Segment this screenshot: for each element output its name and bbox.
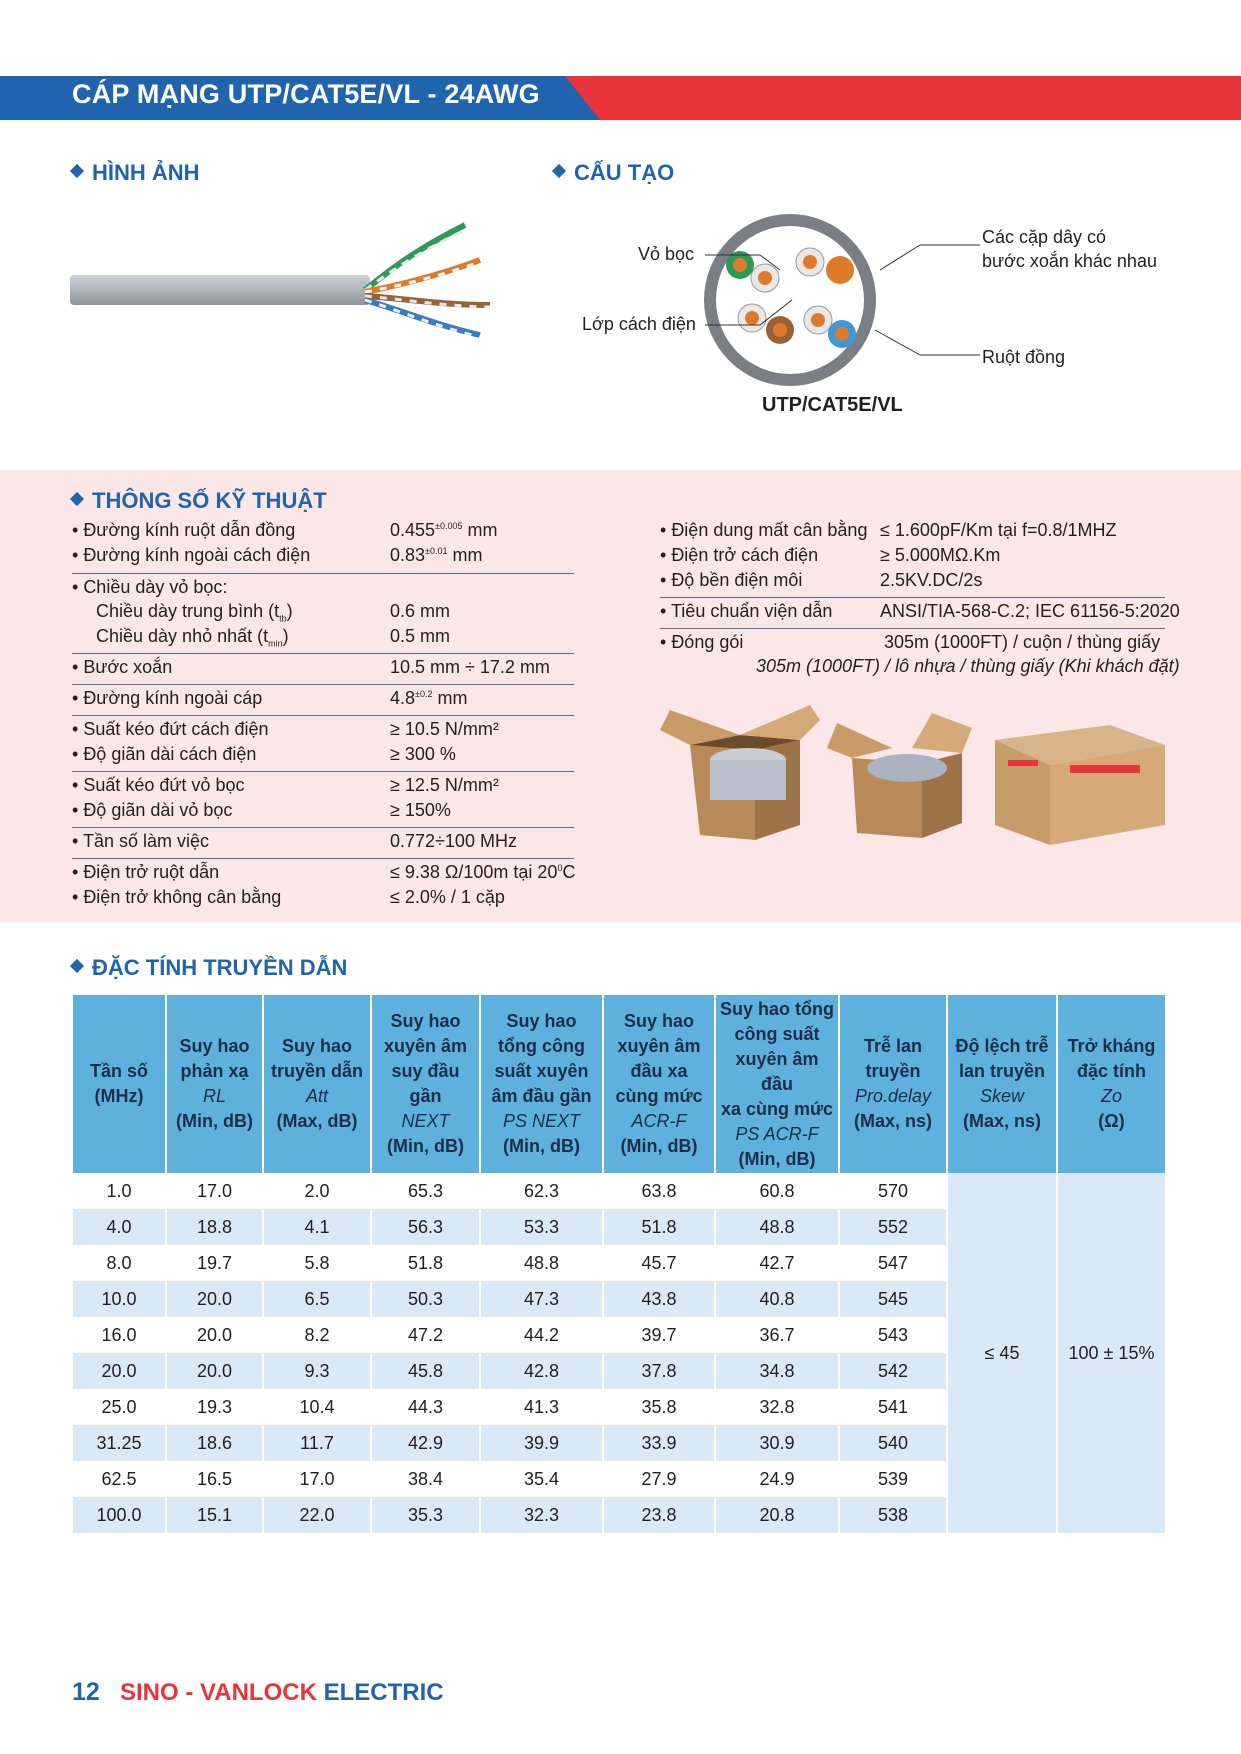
spec-label: Độ giãn dài vỏ bọc [83, 800, 233, 820]
header-line: đặc tính [1076, 1061, 1146, 1081]
brand-electric: ELECTRIC [316, 1679, 444, 1706]
spec-label: Chiều dày nhỏ nhất (t [96, 626, 269, 646]
brand-sino: SINO [120, 1679, 179, 1706]
header-line: (Max, ns) [962, 1111, 1041, 1131]
spec-label: Điện dung mất cân bằng [671, 520, 868, 540]
spec-label: Đường kính ruột dẫn đồng [83, 520, 296, 540]
header-line: Trễ lan [863, 1036, 923, 1056]
spec-value: 4.8 [390, 688, 416, 708]
spec-label: Suất kéo đứt vỏ bọc [83, 775, 245, 795]
header-line: (Max, dB) [276, 1111, 358, 1131]
table-cell: 6.5 [263, 1281, 371, 1317]
unit: mm [437, 688, 468, 708]
spec-label: Chiều dày trung bình (t [96, 601, 280, 621]
spec-divider [72, 858, 574, 859]
header-acrf [603, 995, 715, 1173]
table-cell: 36.7 [715, 1317, 839, 1353]
table-cell: 545 [839, 1281, 947, 1317]
header-abbr: Att [305, 1086, 328, 1106]
spec-label: Suất kéo đứt cách điện [83, 719, 269, 739]
table-row [73, 1173, 1165, 1209]
table-body [73, 1173, 1165, 1533]
table-cell: 42.9 [371, 1425, 480, 1461]
section-title-image [72, 160, 200, 186]
subscript: min [268, 638, 283, 649]
spec-row-frequency: • Tần số làm việc [72, 831, 210, 851]
spec-row-twist: • Bước xoắn [72, 657, 173, 677]
table-cell: 20.8 [715, 1497, 839, 1533]
table-cell: 33.9 [603, 1425, 715, 1461]
label-jacket: Vỏ bọc [638, 244, 695, 264]
header-skew [947, 995, 1057, 1173]
table-cell: 20.0 [166, 1281, 263, 1317]
table-cell: 62.3 [480, 1173, 603, 1209]
table-cell: 48.8 [715, 1209, 839, 1245]
table-cell: 50.3 [371, 1281, 480, 1317]
table-cell: 18.8 [166, 1209, 263, 1245]
section-title-transmission-text: ĐẶC TÍNH TRUYỀN DẪN [92, 955, 348, 980]
header-line: Độ lệch trễ [955, 1036, 1049, 1056]
spec-value-resistance [390, 862, 575, 883]
spec-divider [72, 827, 574, 828]
spec-value-dielectric: 2.5KV.DC/2s [880, 570, 983, 590]
transmission-table [73, 995, 1165, 1533]
table-cell: 2.0 [263, 1173, 371, 1209]
header-line: cùng mức [615, 1086, 703, 1106]
page-number: 12 [72, 1678, 100, 1706]
header-abbr: ACR-F [631, 1111, 687, 1131]
table-cell: 51.8 [603, 1209, 715, 1245]
header-line: công suất [734, 1023, 820, 1044]
table-cell: 20.0 [166, 1317, 263, 1353]
header-line: suy đầu gần [391, 1061, 460, 1106]
spec-label: Độ bền điện môi [671, 570, 803, 590]
spec-label: Tần số làm việc [82, 831, 210, 851]
table-cell: 23.8 [603, 1497, 715, 1533]
table-cell: 40.8 [715, 1281, 839, 1317]
table-cell: 51.8 [371, 1245, 480, 1281]
table-cell: 100.0 [73, 1497, 166, 1533]
label-pairs-line2: bước xoắn khác nhau [982, 251, 1157, 271]
spec-value-frequency: 0.772÷100 MHz [390, 831, 517, 851]
table-cell: 10.4 [263, 1389, 371, 1425]
diamond-bullet-icon [552, 164, 566, 178]
header-impedance [1057, 995, 1165, 1173]
header-line: xa cùng mức [720, 1098, 834, 1119]
table-cell: 42.8 [480, 1353, 603, 1389]
spec-row-dielectric: • Độ bền điện môi [660, 570, 803, 590]
spec-value-conductor-dia [390, 520, 498, 541]
spec-value: 0.455 [390, 520, 436, 540]
spec-row-insul-tensile: • Suất kéo đứt cách điện [72, 719, 269, 739]
table-cell: 65.3 [371, 1173, 480, 1209]
spec-label: Điện trở ruột dẫn [83, 862, 220, 882]
header-abbr: RL [202, 1086, 226, 1106]
spec-value-twist: 10.5 mm ÷ 17.2 mm [390, 657, 550, 677]
header-psacrf [715, 995, 839, 1173]
table-cell: 42.7 [715, 1245, 839, 1281]
header-abbr: PS ACR-F [735, 1123, 819, 1144]
spec-value-standard: ANSI/TIA-568-C.2; IEC 61156-5:2020 [880, 601, 1180, 621]
spec-row-cable-dia: • Đường kính ngoài cáp [72, 688, 263, 708]
table-cell: 60.8 [715, 1173, 839, 1209]
table-cell: 17.0 [263, 1461, 371, 1497]
table-cell: 27.9 [603, 1461, 715, 1497]
header-next [371, 995, 480, 1173]
header-line: Suy hao tổng [720, 998, 834, 1019]
table-cell: 16.5 [166, 1461, 263, 1497]
spec-label: Đường kính ngoài cách điện [83, 545, 311, 565]
header-delay [839, 995, 947, 1173]
section-title-structure-text: CẤU TẠO [574, 160, 675, 185]
table-cell: 16.0 [73, 1317, 166, 1353]
table-cell: 541 [839, 1389, 947, 1425]
table-cell: 38.4 [371, 1461, 480, 1497]
table-cell: 44.3 [371, 1389, 480, 1425]
section-title-specs [72, 488, 327, 514]
spec-value: 0.83 [390, 545, 426, 565]
spec-label: Chiều dày vỏ bọc: [83, 577, 228, 597]
table-cell: 45.8 [371, 1353, 480, 1389]
header-line: Trở kháng [1067, 1036, 1156, 1056]
spec-value-jacket-elong: ≥ 150% [390, 800, 451, 820]
spec-value-unbalance: ≤ 2.0% / 1 cặp [390, 887, 505, 907]
table-cell: 48.8 [480, 1245, 603, 1281]
spec-row-jacket-tensile: • Suất kéo đứt vỏ bọc [72, 775, 245, 795]
table-cell: 547 [839, 1245, 947, 1281]
spec-value-capacitance: ≤ 1.600pF/Km tại f=0.8/1MHZ [880, 520, 1117, 540]
header-line: Suy hao [623, 1011, 694, 1031]
header-line: (Max, ns) [853, 1111, 932, 1131]
header-line: (Min, dB) [503, 1136, 580, 1156]
table-cell: 4.0 [73, 1209, 166, 1245]
table-cell: 19.7 [166, 1245, 263, 1281]
diamond-bullet-icon [70, 959, 84, 973]
spec-label: Đóng gói [671, 632, 744, 652]
header-line: Suy hao [179, 1036, 250, 1056]
table-cell: 540 [839, 1425, 947, 1461]
section-title-specs-text: THÔNG SỐ KỸ THUẬT [92, 488, 327, 513]
table-cell: 17.0 [166, 1173, 263, 1209]
spec-label: Điện trở không cân bằng [83, 887, 282, 907]
table-cell: 43.8 [603, 1281, 715, 1317]
spec-divider [72, 573, 574, 574]
table-cell: 39.7 [603, 1317, 715, 1353]
header-line: truyền [865, 1061, 921, 1081]
diamond-bullet-icon [70, 164, 84, 178]
section-title-image-text: HÌNH ẢNH [92, 160, 200, 185]
table-cell: 542 [839, 1353, 947, 1389]
subscript: tb [279, 613, 287, 624]
spec-row-min-thickness: Chiều dày nhỏ nhất $(t_{min})$ [96, 626, 289, 649]
spec-row-capacitance: • Điện dung mất cân bằng [660, 520, 868, 540]
table-cell: 45.7 [603, 1245, 715, 1281]
box-photo-closed [990, 720, 1170, 850]
spec-row-resistance: • Điện trở ruột dẫn [72, 862, 220, 882]
table-cell: 10.0 [73, 1281, 166, 1317]
header-line: (Ω) [1098, 1111, 1125, 1131]
spec-row-insulation-resistance: • Điện trở cách điện [660, 545, 819, 565]
table-cell: 543 [839, 1317, 947, 1353]
diamond-bullet-icon [70, 492, 84, 506]
header-red-band [560, 76, 1241, 120]
label-conductor: Ruột đồng [982, 347, 1066, 367]
structure-caption: UTP/CAT5E/VL [762, 394, 903, 416]
table-cell: 15.1 [166, 1497, 263, 1533]
spec-row-unbalance: • Điện trở không cân bằng [72, 887, 282, 907]
spec-divider [660, 628, 1165, 629]
spec-value-cable-dia [390, 688, 468, 709]
header-abbr: Zo [1100, 1086, 1122, 1106]
header-line: đầu xa [630, 1061, 688, 1081]
table-cell: 19.3 [166, 1389, 263, 1425]
spec-value-packaging-1: 305m (1000FT) / cuộn / thùng giấy [884, 632, 1161, 652]
header-line: truyền dẫn [270, 1061, 363, 1081]
tolerance: ±0.2 [415, 689, 433, 699]
table-cell: 39.9 [480, 1425, 603, 1461]
label-pairs-line1: Các cặp dây có [982, 227, 1107, 247]
table-cell: 539 [839, 1461, 947, 1497]
table-cell: 44.2 [480, 1317, 603, 1353]
section-title-transmission [72, 955, 347, 981]
table-cell: 20.0 [166, 1353, 263, 1389]
header-line: suất xuyên [494, 1061, 589, 1081]
unit: C [562, 862, 576, 882]
tolerance: ±0.01 [425, 546, 448, 556]
degree: 0 [557, 863, 563, 873]
table-cell: 34.8 [715, 1353, 839, 1389]
unit: mm [452, 545, 483, 565]
brand-vanlock: VANLOCK [200, 1679, 317, 1706]
cable-photo [70, 210, 490, 340]
table-cell: 4.1 [263, 1209, 371, 1245]
table-cell: 47.3 [480, 1281, 603, 1317]
spec-row-jacket-elong: • Độ giãn dài vỏ bọc [72, 800, 233, 820]
table-cell: 35.4 [480, 1461, 603, 1497]
table-cell: 5.8 [263, 1245, 371, 1281]
spec-value-jacket-tensile: ≥ 12.5 N/mm² [390, 775, 499, 795]
spec-label: Điện trở cách điện [671, 545, 819, 565]
table-cell: 8.2 [263, 1317, 371, 1353]
table-cell: 552 [839, 1209, 947, 1245]
table-cell: 24.9 [715, 1461, 839, 1497]
table-cell: 538 [839, 1497, 947, 1533]
spec-label: Độ giãn dài cách điện [83, 744, 257, 764]
header-line: (MHz) [94, 1086, 144, 1106]
header-abbr: Pro.delay [854, 1086, 932, 1106]
spec-row-insul-elong: • Độ giãn dài cách điện [72, 744, 257, 764]
header-line: Tần số [89, 1061, 148, 1081]
page-title: CÁP MẠNG UTP/CAT5E/VL - 24AWG [72, 79, 540, 109]
header-abbr: NEXT [401, 1111, 450, 1131]
table-cell: 8.0 [73, 1245, 166, 1281]
spec-divider [72, 771, 574, 772]
spec-divider [72, 684, 574, 685]
table-cell: 20.0 [73, 1353, 166, 1389]
spec-divider [72, 715, 574, 716]
table-cell: 62.5 [73, 1461, 166, 1497]
header-psnext [480, 995, 603, 1173]
spec-label: Đường kính ngoài cáp [83, 688, 263, 708]
spec-row-conductor-dia: • Đường kính ruột dẫn đồng [72, 520, 296, 540]
table-cell: 56.3 [371, 1209, 480, 1245]
header-abbr: PS NEXT [502, 1111, 581, 1131]
table-cell: 9.3 [263, 1353, 371, 1389]
table-cell: 570 [839, 1173, 947, 1209]
table-cell: 53.3 [480, 1209, 603, 1245]
header-line: Suy hao [506, 1011, 577, 1031]
impedance-value: 100 ± 15% [1057, 1173, 1165, 1533]
spec-value-insul-dia [390, 545, 483, 566]
spec-value: ≤ 9.38 Ω/100m tại 20 [390, 862, 558, 882]
brand-sep: - [178, 1679, 201, 1706]
unit: mm [467, 520, 498, 540]
spec-label: Bước xoắn [83, 657, 173, 677]
label-insulation: Lớp cách điện [582, 314, 696, 334]
table-cell: 41.3 [480, 1389, 603, 1425]
table-cell: 1.0 [73, 1173, 166, 1209]
skew-value: ≤ 45 [947, 1173, 1057, 1533]
spec-value-avg-thickness: 0.6 mm [390, 601, 451, 621]
header-line: (Min, dB) [387, 1136, 464, 1156]
table-cell: 35.3 [371, 1497, 480, 1533]
spec-value-insul-elong: ≥ 300 % [390, 744, 456, 764]
header-line: (Min, dB) [738, 1148, 816, 1169]
table-cell: 32.3 [480, 1497, 603, 1533]
box-photo-open-1 [660, 700, 820, 845]
spec-row-jacket-thickness: • Chiều dày vỏ bọc: [72, 577, 228, 597]
header-line: Suy hao [281, 1036, 352, 1056]
table-cell: 32.8 [715, 1389, 839, 1425]
header-att [263, 995, 371, 1173]
spec-value-min-thickness: 0.5 mm [390, 626, 451, 646]
header-abbr: Skew [979, 1086, 1024, 1106]
header-line: xuyên âm [383, 1036, 468, 1056]
spec-label: Tiêu chuẩn viện dẫn [670, 601, 833, 621]
spec-row-avg-thickness: Chiều dày trung bình $(t_{tb})$ [96, 601, 293, 624]
spec-value-insulation-resistance: ≥ 5.000MΩ.Km [880, 545, 1001, 565]
table-cell: 30.9 [715, 1425, 839, 1461]
header-line: (Min, dB) [620, 1136, 698, 1156]
table-cell: 63.8 [603, 1173, 715, 1209]
spec-divider [660, 597, 1165, 598]
header-line: (Min, dB) [176, 1111, 253, 1131]
header-line: lan truyền [958, 1061, 1046, 1081]
spec-value-packaging-2: 305m (1000FT) / lô nhựa / thùng giấy (Khi khách đặt) [756, 656, 1180, 676]
table-cell: 47.2 [371, 1317, 480, 1353]
table-cell: 18.6 [166, 1425, 263, 1461]
spec-row-standard: • Tiêu chuẩn viện dẫn [660, 601, 833, 621]
header-frequency [73, 995, 166, 1173]
header-line: xuyên âm [617, 1036, 701, 1056]
header-rl [166, 995, 263, 1173]
header-line: xuyên âm đầu [735, 1048, 819, 1094]
table-cell: 11.7 [263, 1425, 371, 1461]
table-header-row [73, 995, 1165, 1173]
spec-divider [72, 653, 574, 654]
spec-value-insul-tensile: ≥ 10.5 N/mm² [390, 719, 499, 739]
header-line: phản xạ [180, 1061, 249, 1081]
section-title-structure [554, 160, 674, 186]
spec-row-packaging: • Đóng gói [660, 632, 744, 652]
footer-brand [120, 1679, 444, 1707]
table-cell: 35.8 [603, 1389, 715, 1425]
header-line: tổng công [498, 1036, 585, 1056]
box-photo-open-2 [822, 708, 972, 838]
spec-row-insul-dia: • Đường kính ngoài cách điện [72, 545, 311, 565]
table-cell: 22.0 [263, 1497, 371, 1533]
header-line: âm đầu gần [491, 1086, 592, 1106]
table-cell: 25.0 [73, 1389, 166, 1425]
header-line: Suy hao [390, 1011, 461, 1031]
table-cell: 37.8 [603, 1353, 715, 1389]
table-cell: 31.25 [73, 1425, 166, 1461]
tolerance: ±0.005 [435, 521, 463, 531]
